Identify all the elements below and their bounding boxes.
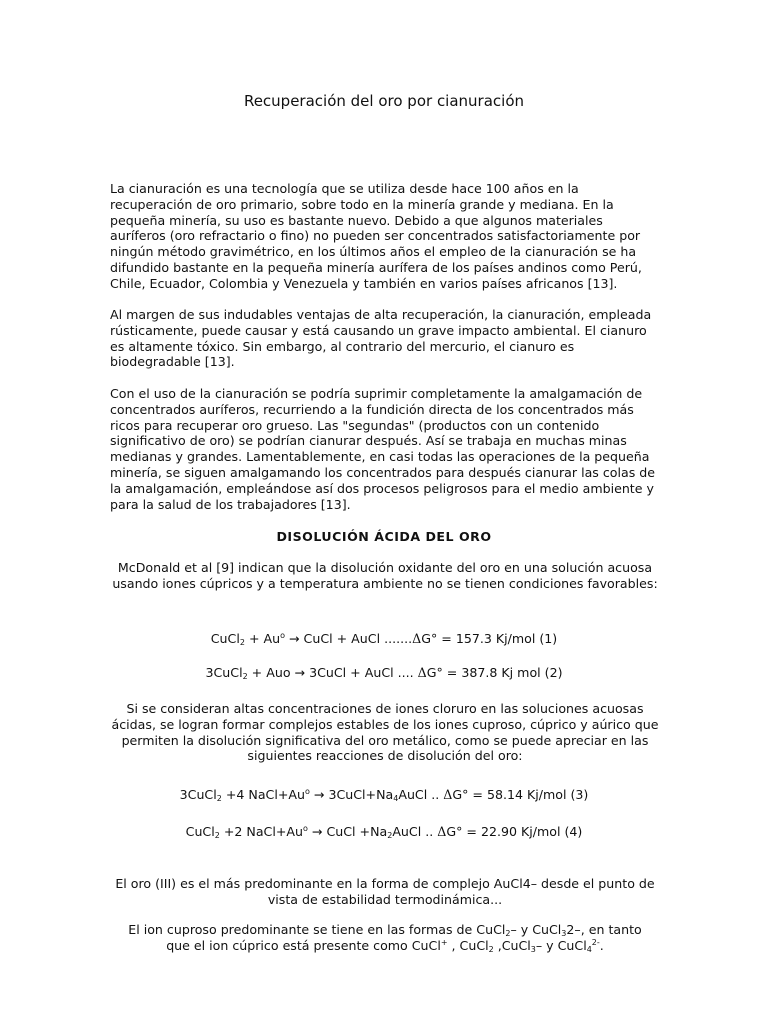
document-title: Recuperación del oro por cianuración [243, 92, 525, 110]
paragraph-gold-iii: El oro (III) es el más predominante en la forma de complejo AuCl4– desde el punto de vista de estabilidad termodinámica... [115, 876, 655, 907]
paragraph-chloride: Si se consideran altas concentraciones de iones cloruro en las soluciones acuosas ácidas, se logran formar complejos estables de los iones cuproso, cúprico y aúrico que permiten la disolución significativa del oro metálico, como se puede apreciar en las siguientes reacciones de disolución del oro: [111, 701, 659, 764]
eq3-part-a: 3CuCl [179, 787, 217, 803]
eq3-delta: Δ [443, 787, 453, 803]
eq3-part-e: G° = 58.14 Kj/mol (3) [452, 787, 589, 803]
eq4-part-b: +2 NaCl+Au [219, 824, 303, 840]
last-l2d: 2 [488, 944, 494, 954]
last-l1b: 2 [505, 929, 511, 938]
eq4-sub-c: 2 [387, 831, 393, 841]
last-l2g: – y CuCl [535, 937, 587, 953]
eq1-part-c: → CuCl + AuCl ....... [285, 631, 413, 647]
last-l2j: . [599, 937, 604, 953]
eq3-sub-a: 2 [216, 794, 222, 804]
equation-1 [0, 628, 768, 647]
last-l1c: – y CuCl [510, 922, 562, 937]
equation-4 [0, 821, 768, 840]
last-l2f: 3 [530, 944, 536, 954]
eq3-part-b: +4 NaCl+Au [221, 787, 305, 803]
last-l2a: que el ion cúprico está presente como CuCl [166, 937, 441, 953]
eq3-part-c2: AuCl .. [398, 787, 444, 803]
eq3-sub-c: 4 [393, 794, 399, 804]
last-l2b: + [440, 937, 448, 947]
section-heading: DISOLUCIÓN ÁCIDA DEL ORO [276, 529, 492, 544]
eq2-part-b: + Auo → 3CuCl + AuCl .... [247, 665, 418, 680]
eq1-part-e: G° = 157.3 Kj/mol (1) [421, 631, 558, 647]
eq4-part-a: CuCl [185, 824, 215, 840]
eq1-delta: Δ [412, 631, 422, 647]
last-l1e: 2–, en tanto [566, 922, 642, 937]
eq4-sup: o [302, 824, 308, 833]
paragraph-intro: La cianuración es una tecnología que se utiliza desde hace 100 años en la recuperación de oro primario, sobre todo en la minería grande y mediana. En la pequeña minería, su uso es bastante nuevo. Debido a que algunos materiales auríferos (oro refractario o fino) no pueden ser concentrados satisfactoriamente por ningún método gravimétrico, en los últimos años el empleo de la cianuración se ha difundido bastante en la pequeña minería aurífera de los países andinos como Perú, Chile, Ecuador, Colombia y Venezuela y también en varios países africanos [13]. [110, 181, 642, 291]
eq2-delta: Δ [417, 665, 427, 680]
eq1-part-a: CuCl [210, 631, 240, 647]
paragraph-mcdonald: McDonald et al [9] indican que la disolución oxidante del oro en una solución acuosa usando iones cúpricos y a temperatura ambiente no se tienen condiciones favorables: [112, 560, 658, 591]
last-l1d: 3 [561, 929, 567, 938]
eq2-sub: 2 [242, 672, 248, 681]
equation-3 [0, 784, 768, 803]
eq1-part-b: + Au [244, 631, 281, 647]
last-l2c: , CuCl [447, 937, 489, 953]
last-l2h: 4 [586, 944, 592, 954]
eq3-sup: o [304, 787, 310, 796]
eq4-sub-a: 2 [214, 831, 220, 841]
paragraph-impact: Al margen de sus indudables ventajas de alta recuperación, la cianuración, empleada rústicamente, puede causar y está causando un grave impacto ambiental. El cianuro es altamente tóxico. Sin embargo, al contrario del mercurio, el cianuro es biodegradable [13]. [110, 307, 652, 370]
eq4-part-c: → CuCl +Na [307, 824, 388, 840]
last-l2i: 2- [591, 937, 600, 947]
eq4-delta: Δ [437, 824, 447, 840]
last-l2e: ,CuCl [493, 937, 531, 953]
last-l1a: El ion cuproso predominante se tiene en las formas de CuCl [128, 922, 506, 937]
eq1-sup: o [280, 631, 285, 640]
eq4-part-c2: AuCl .. [392, 824, 438, 840]
paragraph-cuprous [110, 922, 660, 954]
eq4-part-e: G° = 22.90 Kj/mol (4) [446, 824, 583, 840]
eq3-part-c: → 3CuCl+Na [309, 787, 394, 803]
paragraph-amalgamation: Con el uso de la cianuración se podría suprimir completamente la amalgamación de concentrados auríferos, recurriendo a la fundición directa de los concentrados más ricos para recuperar oro grueso. Las "segundas" (productos con un contenido significativo de oro) se podrían cianurar después. Así se trabaja en muchas minas medianas y grandes. Lamentablemente, en casi todas las operaciones de la pequeña minería, se siguen amalgamando los concentrados para después cianurar las colas de la amalgamación, empleándose así dos procesos peligrosos para el medio ambiente y para la salud de los trabajadores [13]. [110, 386, 656, 512]
eq1-sub: 2 [239, 638, 245, 648]
eq2-part-a: 3CuCl [205, 665, 243, 680]
equation-2 [0, 665, 768, 681]
eq2-part-e: G° = 387.8 Kj mol (2) [426, 665, 563, 680]
